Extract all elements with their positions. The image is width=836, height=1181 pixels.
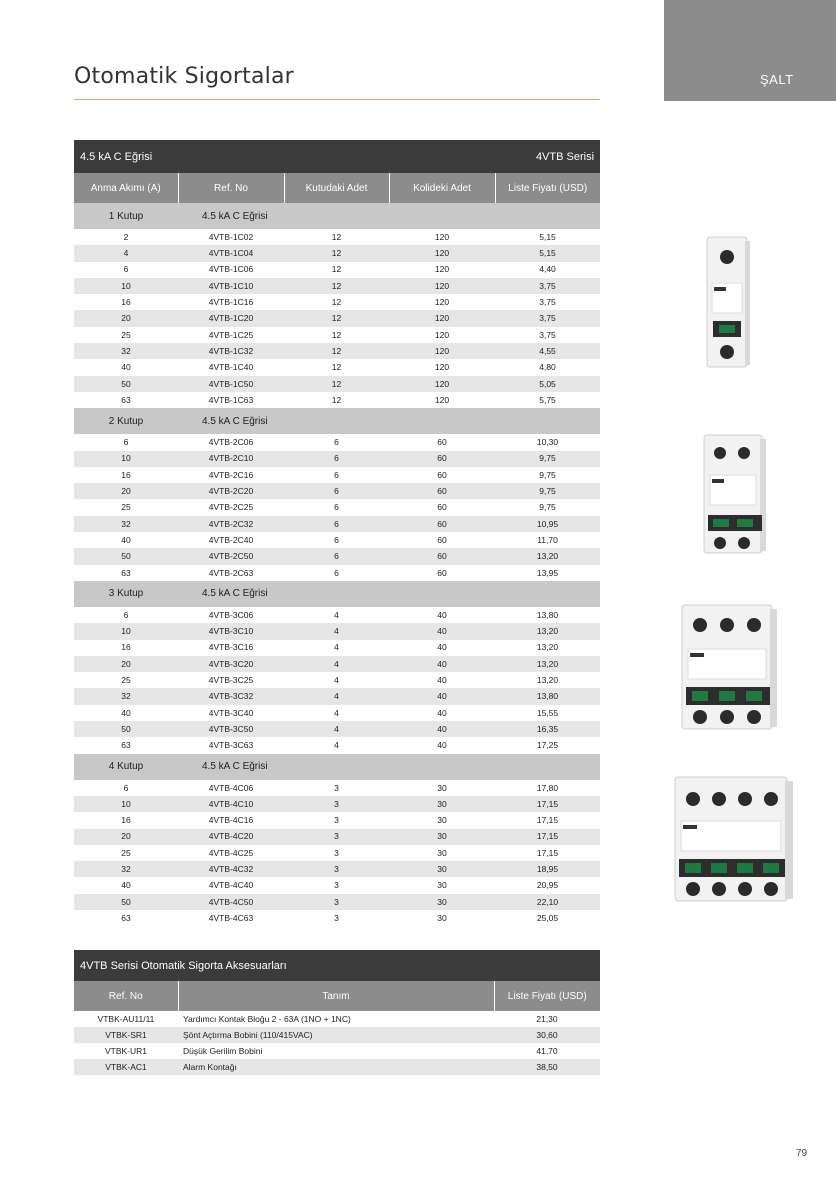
table-cell: 4VTB-2C20: [178, 483, 284, 499]
pole-label: 1 Kutup: [74, 203, 178, 229]
table-cell: 13,80: [495, 688, 600, 704]
table-row: [74, 278, 600, 294]
table-cell: 32: [74, 688, 178, 704]
section-tab: [664, 0, 836, 101]
table-cell: 20: [74, 483, 178, 499]
pole-group-row: [74, 581, 600, 607]
table-row: [74, 910, 600, 926]
table-cell: Alarm Kontağı: [178, 1059, 494, 1075]
table-cell: 120: [434, 329, 450, 340]
table-cell: 25: [121, 329, 131, 340]
table-cell: 63: [121, 740, 131, 751]
table-row: [74, 780, 600, 796]
table-cell: 6: [123, 264, 129, 275]
table-cell: 4,55: [495, 343, 600, 359]
column-header: Ref. No: [74, 981, 178, 1011]
table-cell: 4VTB-4C16: [208, 815, 254, 826]
table-row: [74, 516, 600, 532]
curve-label: 4.5 kA C Eğrisi: [178, 581, 600, 607]
curve-label: 4.5 kA C Eğrisi: [178, 754, 600, 780]
table-cell: 63: [121, 912, 131, 923]
table-cell: 30: [437, 782, 447, 793]
table-cell: Şönt Açtırma Bobini (110/415VAC): [178, 1027, 494, 1043]
table-cell: 4VTB-2C16: [208, 469, 254, 480]
table-cell: 63: [121, 394, 131, 405]
table-row: [74, 1011, 600, 1027]
table-cell: 4: [334, 642, 339, 653]
table-row: [74, 607, 600, 623]
table-cell: 40: [437, 609, 447, 620]
table-cell: 4: [284, 656, 389, 672]
table-cell: 32: [74, 516, 178, 532]
table-cell: 40: [437, 707, 447, 718]
table-cell: 4VTB-4C40: [208, 880, 254, 891]
table-cell: 63: [121, 567, 131, 578]
table-cell: 120: [389, 310, 495, 326]
table-cell: 4: [74, 245, 178, 261]
table-cell: 4VTB-4C20: [178, 829, 284, 845]
table-row: [74, 861, 600, 877]
accessories-title-row: [74, 950, 600, 981]
table-cell: 4VTB-4C50: [178, 894, 284, 910]
table-cell: 12: [284, 278, 389, 294]
table-cell: 4VTB-1C04: [178, 245, 284, 261]
table-cell: 10: [74, 623, 178, 639]
table-cell: 120: [389, 343, 495, 359]
title-divider: [74, 99, 600, 100]
accessories-title: 4VTB Serisi Otomatik Sigorta Aksesuarları: [74, 950, 600, 981]
table-row: [74, 483, 600, 499]
table-cell: 17,15: [495, 829, 600, 845]
table-row: [74, 894, 600, 910]
column-header: Tanım: [178, 981, 494, 1011]
table-cell: 12: [284, 245, 389, 261]
table-cell: 6: [334, 469, 339, 480]
table-cell: 50: [74, 376, 178, 392]
table-cell: 9,75: [495, 451, 600, 467]
table-cell: 4VTB-2C63: [208, 567, 254, 578]
table-cell: 3: [334, 880, 339, 891]
table-cell: 3,75: [539, 297, 556, 308]
table-cell: 12: [331, 231, 342, 242]
table-cell: VTBK-SR1: [74, 1027, 178, 1043]
price-table-title: 4.5 kA C Eğrisi: [74, 140, 389, 173]
table-cell: 25: [121, 675, 131, 686]
table-cell: 12: [284, 310, 389, 326]
table-cell: 25: [121, 847, 131, 858]
table-cell: 6: [284, 483, 389, 499]
table-cell: 17,15: [536, 847, 559, 858]
breaker-3-pole-image: [680, 603, 780, 733]
table-row: [74, 245, 600, 261]
table-cell: 16: [121, 642, 131, 653]
table-cell: 4VTB-1C02: [208, 231, 254, 242]
table-cell: 60: [437, 502, 447, 513]
table-cell: Yardımcı Kontak Bloğu 2 - 63A (1NO + 1NC): [183, 1013, 351, 1024]
table-cell: 3: [284, 861, 389, 877]
table-row: [74, 565, 600, 581]
table-cell: 4VTB-1C10: [178, 278, 284, 294]
table-cell: 10: [74, 278, 178, 294]
table-cell: 50: [74, 721, 178, 737]
table-cell: 9,75: [495, 483, 600, 499]
table-cell: 25: [121, 502, 131, 513]
table-row: [74, 532, 600, 548]
table-cell: 13,20: [536, 642, 559, 653]
table-row: [74, 640, 600, 656]
table-cell: 30,60: [494, 1027, 600, 1043]
table-cell: 13,20: [495, 623, 600, 639]
table-cell: 5,15: [539, 231, 556, 242]
table-row: [74, 310, 600, 326]
table-cell: 2: [123, 231, 129, 242]
table-cell: 12: [331, 362, 342, 373]
table-cell: 25,05: [536, 912, 559, 923]
table-cell: 3,75: [539, 329, 556, 340]
table-cell: 6: [334, 567, 339, 578]
table-cell: 40: [389, 688, 495, 704]
table-cell: 16,35: [495, 721, 600, 737]
pole-group-row: [74, 754, 600, 780]
table-row: [74, 812, 600, 828]
table-row: [74, 845, 600, 861]
table-row: [74, 721, 600, 737]
table-cell: 13,20: [495, 656, 600, 672]
table-cell: 4: [334, 707, 339, 718]
table-cell: 30: [389, 894, 495, 910]
table-cell: 32: [74, 861, 178, 877]
accessories-header-row: [74, 981, 600, 1011]
price-table-title-row: [74, 140, 600, 173]
table-cell: 4: [284, 688, 389, 704]
table-cell: 4: [334, 740, 339, 751]
curve-label: 4.5 kA C Eğrisi: [178, 203, 600, 229]
table-cell: 30: [389, 796, 495, 812]
table-cell: 4: [284, 721, 389, 737]
table-cell: 4VTB-1C50: [178, 376, 284, 392]
table-cell: 4VTB-4C06: [208, 782, 254, 793]
table-cell: 12: [331, 264, 342, 275]
table-cell: 4VTB-4C63: [208, 912, 254, 923]
table-cell: 4VTB-2C10: [178, 451, 284, 467]
table-cell: 41,70: [536, 1045, 558, 1056]
table-row: [74, 656, 600, 672]
table-cell: 30: [437, 815, 447, 826]
table-cell: 4VTB-3C16: [208, 642, 254, 653]
table-cell: 40: [389, 656, 495, 672]
table-cell: 3: [284, 829, 389, 845]
table-cell: 20: [74, 829, 178, 845]
table-cell: 13,80: [536, 609, 559, 620]
table-cell: 4VTB-3C50: [178, 721, 284, 737]
table-row: [74, 688, 600, 704]
table-cell: 12: [284, 343, 389, 359]
table-cell: 10,30: [536, 437, 559, 448]
table-cell: 18,95: [495, 861, 600, 877]
table-cell: 11,70: [537, 534, 558, 545]
table-cell: 6: [284, 548, 389, 564]
table-cell: 4VTB-4C25: [208, 847, 254, 858]
table-cell: 17,80: [536, 782, 559, 793]
table-cell: 20,95: [536, 880, 559, 891]
table-cell: 40: [121, 362, 131, 373]
table-cell: 32: [74, 343, 178, 359]
table-cell: 13,20: [495, 548, 600, 564]
table-cell: 4VTB-1C06: [208, 264, 254, 275]
table-row: [74, 737, 600, 753]
pole-label: 4 Kutup: [74, 754, 178, 780]
table-row: [74, 376, 600, 392]
table-cell: 3: [334, 782, 339, 793]
table-cell: 4,80: [539, 362, 556, 373]
table-cell: 3,75: [495, 278, 600, 294]
table-cell: 13,95: [536, 567, 559, 578]
table-cell: 50: [74, 548, 178, 564]
table-cell: 5,05: [495, 376, 600, 392]
table-cell: 4VTB-4C32: [178, 861, 284, 877]
table-cell: 17,25: [536, 740, 559, 751]
table-cell: 40: [437, 740, 447, 751]
table-cell: 6: [123, 782, 129, 793]
table-row: [74, 499, 600, 515]
table-cell: 60: [389, 451, 495, 467]
table-cell: 60: [437, 437, 447, 448]
column-header: Kutudaki Adet: [284, 173, 389, 203]
table-cell: 40: [121, 707, 131, 718]
table-cell: 4VTB-1C32: [178, 343, 284, 359]
table-cell: 4VTB-2C32: [178, 516, 284, 532]
table-cell: 10,95: [495, 516, 600, 532]
table-cell: 6: [334, 437, 339, 448]
table-row: [74, 705, 600, 721]
table-cell: 30: [389, 861, 495, 877]
table-cell: 4VTB-1C20: [178, 310, 284, 326]
table-cell: 40: [389, 721, 495, 737]
table-row: [74, 1027, 600, 1043]
table-cell: 50: [74, 894, 178, 910]
table-cell: 16: [121, 297, 131, 308]
table-cell: 12: [331, 329, 342, 340]
table-cell: 60: [389, 548, 495, 564]
table-cell: 4VTB-2C40: [208, 534, 254, 545]
pole-group-row: [74, 203, 600, 229]
table-cell: 60: [437, 534, 447, 545]
table-cell: 6: [334, 502, 339, 513]
table-cell: 4: [284, 623, 389, 639]
column-header: Anma Akımı (A): [74, 173, 178, 203]
table-cell: 20: [74, 310, 178, 326]
table-cell: 3: [334, 912, 339, 923]
table-cell: 4VTB-4C10: [178, 796, 284, 812]
table-cell: 60: [437, 567, 447, 578]
table-cell: 4VTB-3C25: [208, 675, 254, 686]
table-row: [74, 343, 600, 359]
table-cell: 60: [389, 516, 495, 532]
column-header: Liste Fiyatı (USD): [495, 173, 600, 203]
table-cell: 4VTB-2C50: [178, 548, 284, 564]
section-label: ŞALT: [760, 72, 794, 87]
page-number: 79: [796, 1148, 808, 1159]
table-cell: 16: [121, 469, 131, 480]
column-header: Liste Fiyatı (USD): [494, 981, 600, 1011]
table-cell: 6: [123, 609, 129, 620]
table-cell: 4VTB-1C40: [208, 362, 254, 373]
column-header: Kolideki Adet: [389, 173, 495, 203]
table-cell: 4VTB-3C63: [208, 740, 254, 751]
table-cell: 30: [437, 880, 447, 891]
table-cell: 4VTB-3C06: [208, 609, 254, 620]
table-row: [74, 434, 600, 450]
pole-group-row: [74, 408, 600, 434]
table-cell: 4VTB-3C32: [178, 688, 284, 704]
table-cell: 6: [334, 534, 339, 545]
price-table-header-row: [74, 173, 600, 203]
table-cell: 120: [434, 297, 450, 308]
table-cell: 38,50: [494, 1059, 600, 1075]
table-cell: 120: [434, 362, 450, 373]
table-cell: 30: [437, 847, 447, 858]
table-row: [74, 548, 600, 564]
table-cell: 13,20: [536, 675, 559, 686]
table-cell: Düşük Gerilim Bobini: [183, 1045, 263, 1056]
table-cell: VTBK-AC1: [74, 1059, 178, 1075]
table-row: [74, 327, 600, 343]
table-cell: 17,15: [536, 815, 559, 826]
table-row: [74, 262, 600, 278]
table-row: [74, 392, 600, 408]
table-cell: 5,15: [495, 245, 600, 261]
table-cell: 4VTB-1C25: [208, 329, 254, 340]
table-cell: 3: [334, 815, 339, 826]
table-row: [74, 229, 600, 245]
table-cell: 21,30: [536, 1013, 558, 1024]
table-cell: 4VTB-3C40: [208, 707, 254, 718]
table-row: [74, 796, 600, 812]
table-cell: 120: [434, 231, 450, 242]
table-row: [74, 672, 600, 688]
table-cell: VTBK-AU11/11: [97, 1013, 155, 1024]
table-cell: 12: [284, 376, 389, 392]
table-cell: 17,15: [495, 796, 600, 812]
table-cell: 40: [121, 880, 131, 891]
table-cell: 3: [284, 796, 389, 812]
table-cell: 120: [389, 245, 495, 261]
table-cell: 6: [284, 516, 389, 532]
table-row: [74, 451, 600, 467]
table-row: [74, 359, 600, 375]
table-cell: 4VTB-2C06: [208, 437, 254, 448]
pole-label: 3 Kutup: [74, 581, 178, 607]
table-cell: 120: [434, 394, 450, 405]
breaker-2-pole-image: [702, 433, 768, 557]
table-cell: 4VTB-2C25: [208, 502, 254, 513]
curve-label: 4.5 kA C Eğrisi: [178, 408, 600, 434]
table-cell: 120: [389, 278, 495, 294]
table-cell: 30: [437, 912, 447, 923]
table-cell: 40: [437, 675, 447, 686]
table-row: [74, 623, 600, 639]
table-cell: 40: [121, 534, 131, 545]
table-cell: 4VTB-3C20: [178, 656, 284, 672]
table-cell: 4: [334, 609, 339, 620]
table-cell: 16: [121, 815, 131, 826]
table-row: [74, 467, 600, 483]
table-cell: 60: [389, 483, 495, 499]
table-cell: 120: [434, 264, 450, 275]
table-cell: 5,75: [539, 394, 556, 405]
table-cell: 9,75: [539, 469, 556, 480]
table-cell: 6: [123, 437, 129, 448]
table-cell: 60: [437, 469, 447, 480]
table-cell: 15,55: [536, 707, 559, 718]
page-title: Otomatik Sigortalar: [74, 64, 294, 89]
table-cell: 4VTB-3C10: [178, 623, 284, 639]
table-cell: 6: [284, 451, 389, 467]
table-cell: 4VTB-1C16: [208, 297, 254, 308]
table-cell: 40: [437, 642, 447, 653]
price-table: [74, 140, 600, 926]
table-cell: 40: [389, 623, 495, 639]
table-row: [74, 294, 600, 310]
table-row: [74, 1059, 600, 1075]
table-cell: 3: [284, 894, 389, 910]
table-row: [74, 1043, 600, 1059]
table-cell: 4,40: [539, 264, 556, 275]
table-cell: 10: [74, 451, 178, 467]
table-cell: 3,75: [495, 310, 600, 326]
table-cell: 12: [331, 297, 342, 308]
table-cell: 10: [74, 796, 178, 812]
price-table-series: 4VTB Serisi: [389, 140, 600, 173]
table-cell: 30: [389, 829, 495, 845]
pole-label: 2 Kutup: [74, 408, 178, 434]
table-cell: 20: [74, 656, 178, 672]
column-header: Ref. No: [178, 173, 284, 203]
accessories-table: [74, 950, 600, 1075]
breaker-1-pole-image: [705, 235, 751, 371]
table-cell: VTBK-UR1: [104, 1045, 148, 1056]
table-row: [74, 877, 600, 893]
table-cell: 12: [331, 394, 342, 405]
table-cell: 4: [334, 675, 339, 686]
table-cell: 22,10: [495, 894, 600, 910]
table-cell: 3: [334, 847, 339, 858]
breaker-4-pole-image: [673, 775, 795, 905]
table-cell: 120: [389, 376, 495, 392]
table-row: [74, 829, 600, 845]
table-cell: 9,75: [539, 502, 556, 513]
table-cell: 4VTB-1C63: [208, 394, 254, 405]
